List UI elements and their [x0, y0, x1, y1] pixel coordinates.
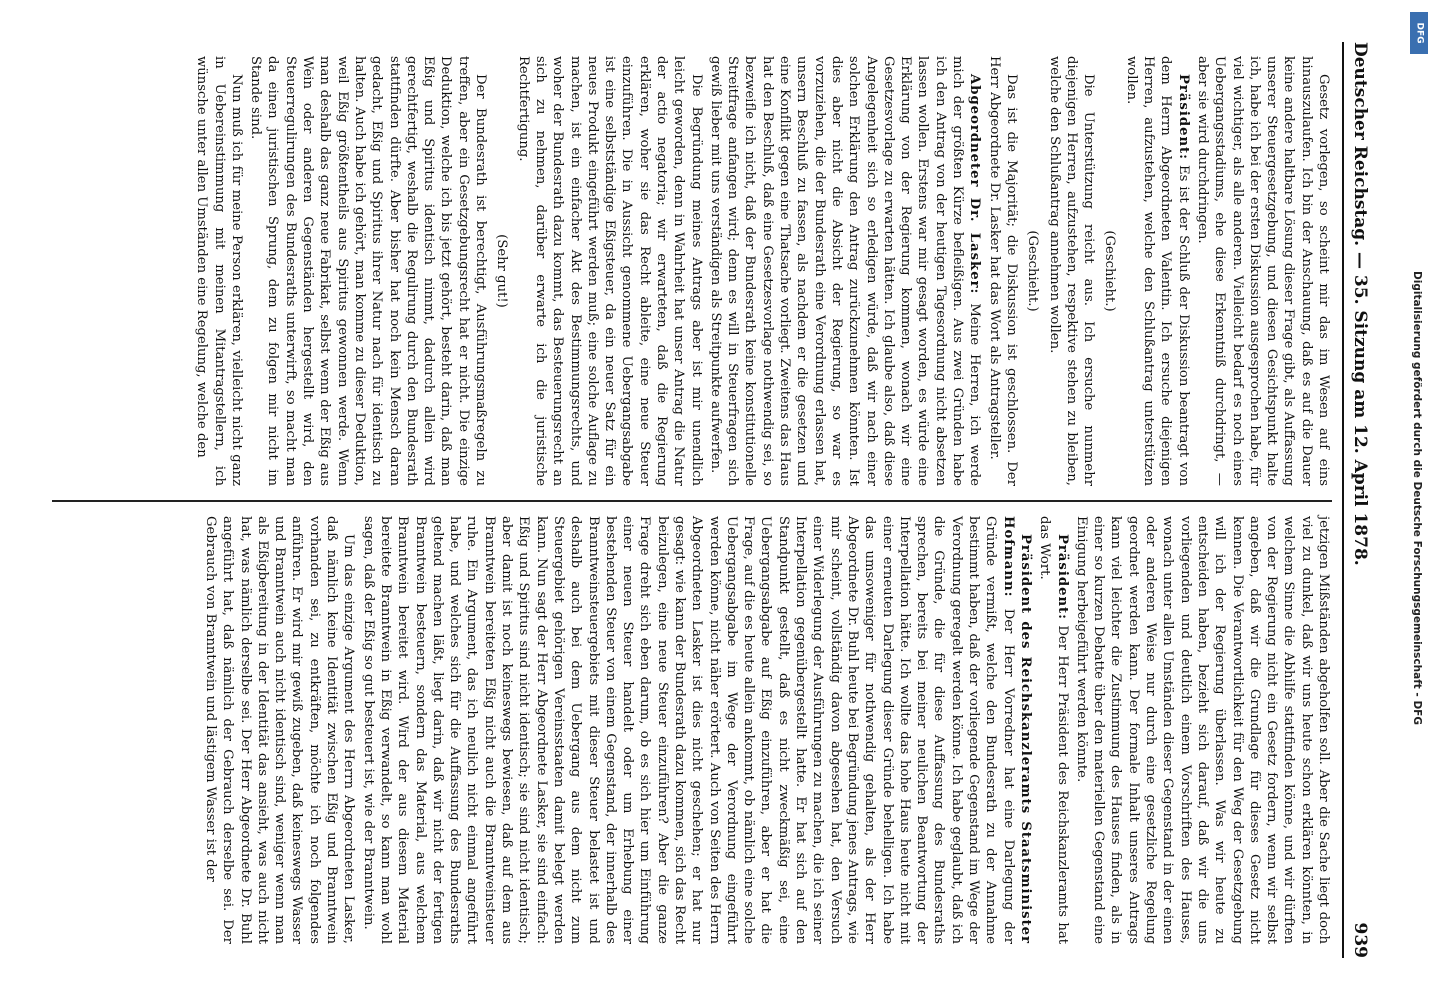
body-paragraph: Der Bundesrath ist berechtigt, Ausführungsmaßregeln zu treffen, aber ein Gesetzgebungsrecht hat er nicht. Die einzige Deduktion, welche ich bis jetzt gehört, besteht darin, daß man Eßig und Spiritus identisch nimmt, dadurch allein wird gerechtfertigt, weshalb die Regulirung durch den Bundesrath stattfinden dürfte. Aber bisher hat noch kein Mensch daran gedacht, Eßig und Spiritus ihrer Natur nach für identisch zu halten. Auch habe ich gehört, man komme zu dieser Deduktion, weil Eßig größtentheils aus Spiritus gewonnen werde. Wenn man deshalb das ganz neue Fabrikat, selbst wenn der Eßig aus Wein oder anderen Gegenständen hergestellt wird, den Steuerregulirungen des Bundesraths unterwirft, so macht man da einen juristischen Sprung, dem zu folgen mir nicht im Stande sind. — [248, 56, 489, 486]
stage-direction: (Geschieht.) — [1102, 230, 1118, 312]
speaker-name: Präsident: — [1175, 74, 1191, 161]
stage-direction: (Sehr gut!) — [494, 234, 510, 308]
digitization-credit — [1404, 18, 1430, 978]
body-paragraph: Gesetz vorlegen, so scheint mir das im Wesen auf eins hinauszulaufen. Ich bin der Anschauung, daß es auf die Dauer keine andere haltbare Lösung dieser Frage gibt, als Auffassung unserer Steuergesetzgebung, und diesen Gesichtspunkt halte ich, habe ich bei der ersten Diskussion ausgesprochen habe, für viel wichtiger, als alle anderen. Vielleicht bedarf es noch eines Uebergangsstadiums, ehe diese Erkenntniß durchdringt, — aber sie wird durchdringen. — [1194, 56, 1331, 486]
right-column — [52, 500, 1332, 958]
left-column — [52, 42, 1332, 500]
body-paragraph: Die Unterstützung reicht aus. Ich ersuche nunmehr diejenigen Herren, aufzustehen, respektive stehen zu bleiben, welche den Schlußantrag annehmen wollen. — [1046, 56, 1097, 486]
speech-paragraph — [1122, 56, 1191, 486]
body-paragraph: Um das einzige Argument des Herrn Abgeordneten Lasker, daß nämlich keine Identität zwischen Eßig und Branntwein vorhanden sei, zu entkräften, möchte ich noch folgendes anführen. Er wird mir gewiß zugeben, daß keineswegs Wasser und Branntwein auch nicht identisch sind, weniger wenn man als Eßigbereitung in der Identität das ansieht, was auch nicht hat, was nämlich derselbe sei. Der Herr Abgeordnete Dr. Buhl angeführt hat, daß nämlich der Gebrauch derselbe sei. Der Gebrauch von Branntwein und lästigem Wasser ist der — [203, 516, 357, 944]
speech-paragraph — [707, 56, 984, 486]
body-paragraph: Die Begründung meines Antrags aber ist mir unendlich leicht geworden, denn in Wahrheit hat unser Antrag die Natur der actio negatoria; wir erwarteten, daß die Regierung erklären, woher sie das Recht ableite, eine neue Steuer einzuführen. Die in Aussicht genommene Uebergangsabgabe ist eine selbstständige Eßigsteuer, da ein neuer Satz für ein neues Produkt eingeführt werden muß; eine solche Auflage zu machen, ist ein einfacher Akt des Bestimmungsrechts, und woher der Bundesrath dazu kommt, das Besteuerungsrecht an sich zu nehmen, darüber erwarte ich die juristische Rechtfertigung. — [515, 56, 704, 486]
stage-direction: (Geschieht.) — [1025, 230, 1041, 312]
page-number: 939 — [1350, 922, 1370, 958]
speaker-name: Abgeordneter Dr. Lasker: — [967, 74, 983, 295]
running-head-title: Deutscher Reichstag. — 35. Sitzung am 12. April 1878. — [1350, 42, 1370, 566]
speech-text: Es ist der Schluß der Diskussion beantragt von dem Herrn Abgeordneten Valentin. Ich ersuche diejenigen Herren, aufzustehen, welche den Schlußantrag unterstützen wollen. — [1123, 56, 1191, 486]
speaker-name: Präsident des Reichskanzleramts Staatsminister Hofmann: — [1000, 516, 1033, 944]
speech-text: Meine Herren, ich werde mich der größten Kürze befleißigen. Aus zwei Gründen habe ich den Antrag von der heutigen Tagesordnung nicht absetzen lassen wollen. Erstens war mir gesagt worden, es würde eine Erklärung von der Regierung kommen, wonach wir eine Gesetzesvorlage zu erwarten hätten. Ich glaube also, daß diese Angelegenheit sich so erledigen würde, daß wir nach einer solchen Erklärung den Antrag zurückzunehmen könnten. Ist dies aber nicht die Absicht der Regierung, so war es vorzuziehen, die der Bundesrath eine Verordnung erlassen hat, unsern Beschluß zu fassen, als nachdem er die gesetzen und eine Konflikt gegen eine Thatsache vorliegt. Zweitens das Haus hat den Beschluß, daß eine Gesetzesvorlage nothwendig sei, so bezweifle ich nicht, daß der Bundesrath keine konstitutionelle Streitfrage anfangen wird; denn es will in Steuerfragen sich gewiß lieber mit uns verständigen als Streitpunkte aufwerfen. — [707, 56, 983, 486]
speaker-name: Präsident: — [1054, 534, 1070, 621]
body-paragraph: Das ist die Majorität; die Diskussion ist geschlossen. Der Herr Abgeordnete Dr. Lasker hat das Wort als Antragsteller. — [986, 56, 1019, 486]
speech-text: Der Herr Präsident des Reichskanzleramts hat das Wort. — [1037, 516, 1070, 944]
body-paragraph: Nun muß ich für meine Person erklären, vielleicht nicht ganz in Uebereinstimmung mit meinen Mitantragstellern, ich wünsche unter allen Umständen eine Regelung, welche den — [194, 56, 244, 486]
dfg-logo-text: DFG — [1414, 22, 1425, 44]
speech-paragraph — [359, 516, 1034, 944]
text-columns — [52, 42, 1332, 958]
speech-text: Der Herr Vorredner hat eine Darlegung der Gründe vermißt, welche den Bundesrath zu der Annahme bestimmt haben, daß der vorliegende Gegenstand im Wege der Verordnung geregelt werden könne. Ich habe geglaubt, daß ich die Gründe, die für diese Auffassung des Bundesraths sprechen, bereits bei meiner neulichen Beantwortung der Interpellation hätte. Ich wollte das hohe Haus heute nicht mit einer erneuten Darlegung dieser Gründe behelligen. Ich habe das umsoweniger für nothwendig gehalten, als der Herr Abgeordnete Dr. Buhl heute bei Begründung jenes Antrags, wie mir scheint, vollständig davon abgesehen hat, den Versuch einer Widerlegung der Ausführungen zu machen, die ich seiner Interpellation gegenübergestellt hatte. Er hat sich auf den Standpunkt gestellt, daß es nicht zweckmäßig sei, eine Uebergangsabgabe auf Eßig einzuführen, aber er hat die Frage, auf die es heute allein ankommt, ob nämlich eine solche Uebergangsabgabe im Wege der Verordnung eingeführt werden könne, nicht näher erörtert. Auch von Seiten des Herrn Abgeordneten Lasker ist dies nicht geschehen; er hat nur gesagt: wie kann der Bundesrath dazu kommen, sich das Recht beizulegen, eine neue Steuer einzuführen? Aber die ganze Frage dreht sich eben darum, ob es sich hier um Einführung einer neuen Steuer handelt oder um Erhebung einer bestehenden Steuer von einem Gegenstand, der innerhalb des Branntweinsteuergebiets mit dieser Steuer belastet ist und deshalb auch bei dem Uebergang aus dem nicht zum Steuergebiet gehörigen Vereinsstaaten damit belegt werden kann. Nun sagt der Herr Abgeordnete Lasker, sie sind einfach: Eßig und Spiritus sind nicht identisch; sie sind nicht identisch; aber damit ist noch keineswegs bewiesen, daß auf dem aus Branntwein bereiteten Eßig nicht auch die Branntweinsteuer ruhe. Ein Argument, das ich neulich nicht einmal angeführt habe, und welches sich für die Auffassung des Bundesraths geltend machen läßt, liegt darin, daß wir nicht der fertigen Branntwein besteuern, sondern das Material, aus welchem Branntwein bereitet wird. Wird der aus diesem Material bereitete Branntwein in Eßig verwandelt, so kann man wohl sagen, daß der Eßig so gut besteuert ist, wie der Branntwein. — [360, 516, 1016, 944]
body-paragraph: jetzigen Mißständen abgeholfen soll. Aber die Sache liegt doch viel zu dunkel, daß wir uns heute schon erklären könnten, in welchem Sinne die Abhilfe stattfinden könne, und wir dürften von der Regierung nicht ein Gesetz fordern, wenn wir selbst angeben, daß wir die Grundlage für dieses Gesetz nicht kennen. Die Verantwortlichkeit für den Weg der Gesetzgebung will ich der Regierung überlassen. Was wir heute zu entscheiden haben, bezieht sich darauf, daß wir die uns vorliegenden und deutlich einem Vorschriften des Hauses, wonach unter allen Umständen dieser Gegenstand in der einen oder anderen Weise nur durch eine gesetzliche Regelung geordnet werden kann. Der formale Inhalt unseres Antrags kann viel leichter die Zustimmung des Hauses finden, als in einer so kurzen Debatte über den materiellen Gegenstand eine Einigung herbeigeführt werden könnte. — [1073, 516, 1331, 944]
credit-text: Digitalisierung gefördert durch die Deutsche Forschungsgemeinschaft - DFG — [1411, 271, 1423, 725]
running-head — [1342, 42, 1370, 958]
dfg-logo — [1410, 12, 1428, 54]
speech-paragraph — [1036, 516, 1071, 944]
